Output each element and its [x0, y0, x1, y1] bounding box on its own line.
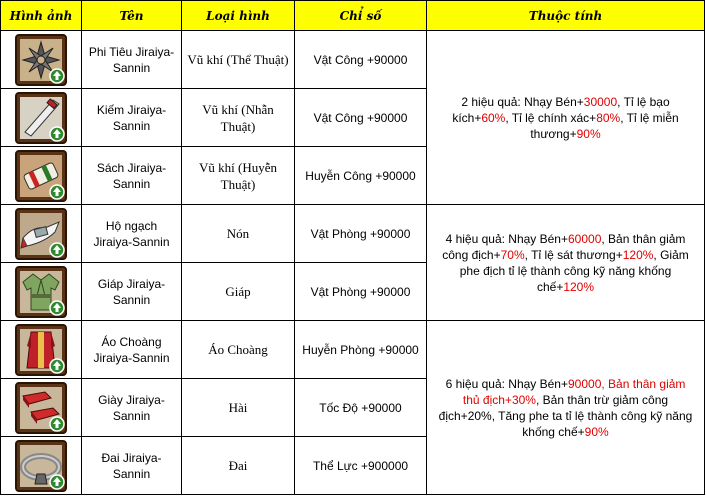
item-stat: Vật Phòng +90000 [295, 263, 427, 321]
belt-icon [15, 440, 67, 492]
image-cell [1, 321, 82, 379]
attribute-set-2 [427, 31, 705, 205]
image-cell [1, 379, 82, 437]
item-name: Áo Choàng Jiraiya-Sannin [82, 321, 182, 379]
cloak-icon [15, 324, 67, 376]
sword-icon [15, 92, 67, 144]
item-stat: Vật Công +90000 [295, 89, 427, 147]
image-cell [1, 263, 82, 321]
image-cell [1, 437, 82, 495]
header-name: Tên [82, 1, 182, 31]
attr-text: , Bản thân trừ giảm công địch+20%, Tăng phe ta tỉ lệ thành công kỹ năng khống chế+ [438, 392, 693, 439]
item-name: Kiếm Jiraiya-Sannin [82, 89, 182, 147]
table-row [1, 321, 705, 379]
header-row [1, 1, 705, 31]
attr-value: 90000 [568, 376, 602, 391]
header-stat: Chỉ số [295, 1, 427, 31]
item-type: Nón [182, 205, 295, 263]
shuriken-icon [15, 34, 67, 86]
scroll-icon [15, 150, 67, 202]
attr-text: , Tỉ lệ miễn thương+ [530, 110, 679, 141]
attr-text: , Giảm phe địch tỉ lệ thành công kỹ năng khống chế+ [459, 247, 689, 294]
item-stat: Vật Công +90000 [295, 31, 427, 89]
item-stat: Thể Lực +900000 [295, 437, 427, 495]
item-name: Đai Jiraiya-Sannin [82, 437, 182, 495]
image-cell [1, 31, 82, 89]
attr-value: 60% [481, 110, 506, 125]
attr-text: , Tỉ lệ chính xác+ [505, 110, 597, 125]
image-cell [1, 205, 82, 263]
image-cell [1, 89, 82, 147]
attr-value: 90% [584, 424, 609, 439]
item-name: Phi Tiêu Jiraiya-Sannin [82, 31, 182, 89]
image-cell [1, 147, 82, 205]
attr-value: 120% [622, 247, 654, 262]
item-name: Hộ ngạch Jiraiya-Sannin [82, 205, 182, 263]
table-row [1, 31, 705, 89]
attr-value: , Bản thân giảm thủ địch+30% [462, 376, 686, 407]
header-attr: Thuộc tính [427, 1, 705, 31]
attr-text: 2 hiệu quả: Nhạy Bén+ [461, 94, 584, 109]
attr-text: , Bản thân giảm công địch+ [442, 231, 686, 262]
item-name: Giáp Jiraiya-Sannin [82, 263, 182, 321]
attr-value: 60000 [568, 231, 602, 246]
item-name: Sách Jiraiya-Sannin [82, 147, 182, 205]
item-type: Đai [182, 437, 295, 495]
item-type: Vũ khí (Huyễn Thuật) [182, 147, 295, 205]
item-name: Giày Jiraiya-Sannin [82, 379, 182, 437]
attr-value: 30000 [583, 94, 618, 109]
attr-value: 120% [563, 279, 595, 294]
headband-icon [15, 208, 67, 260]
item-type: Hài [182, 379, 295, 437]
item-stat: Tốc Độ +90000 [295, 379, 427, 437]
attribute-set-6 [427, 321, 705, 495]
item-type: Vũ khí (Thể Thuật) [182, 31, 295, 89]
attr-value: 90% [576, 126, 601, 141]
attr-value: 70% [500, 247, 525, 262]
header-type: Loại hình [182, 1, 295, 31]
attr-text: , Tỉ lệ sát thương+ [524, 247, 623, 262]
attribute-set-4 [427, 205, 705, 321]
attr-text: 6 hiệu quả: Nhạy Bén+ [445, 376, 568, 391]
armor-icon [15, 266, 67, 318]
item-type: Giáp [182, 263, 295, 321]
item-stat: Vật Phòng +90000 [295, 205, 427, 263]
item-type: Vũ khí (Nhẫn Thuật) [182, 89, 295, 147]
table-row [1, 205, 705, 263]
item-stat: Huyễn Công +90000 [295, 147, 427, 205]
item-type: Áo Choàng [182, 321, 295, 379]
attr-text: , Tỉ lệ bạo kích+ [452, 94, 670, 125]
attr-value: 80% [596, 110, 621, 125]
attr-text: 4 hiệu quả: Nhạy Bén+ [445, 231, 568, 246]
item-stat: Huyễn Phòng +90000 [295, 321, 427, 379]
header-image: Hình ảnh [1, 1, 82, 31]
shoes-icon [15, 382, 67, 434]
